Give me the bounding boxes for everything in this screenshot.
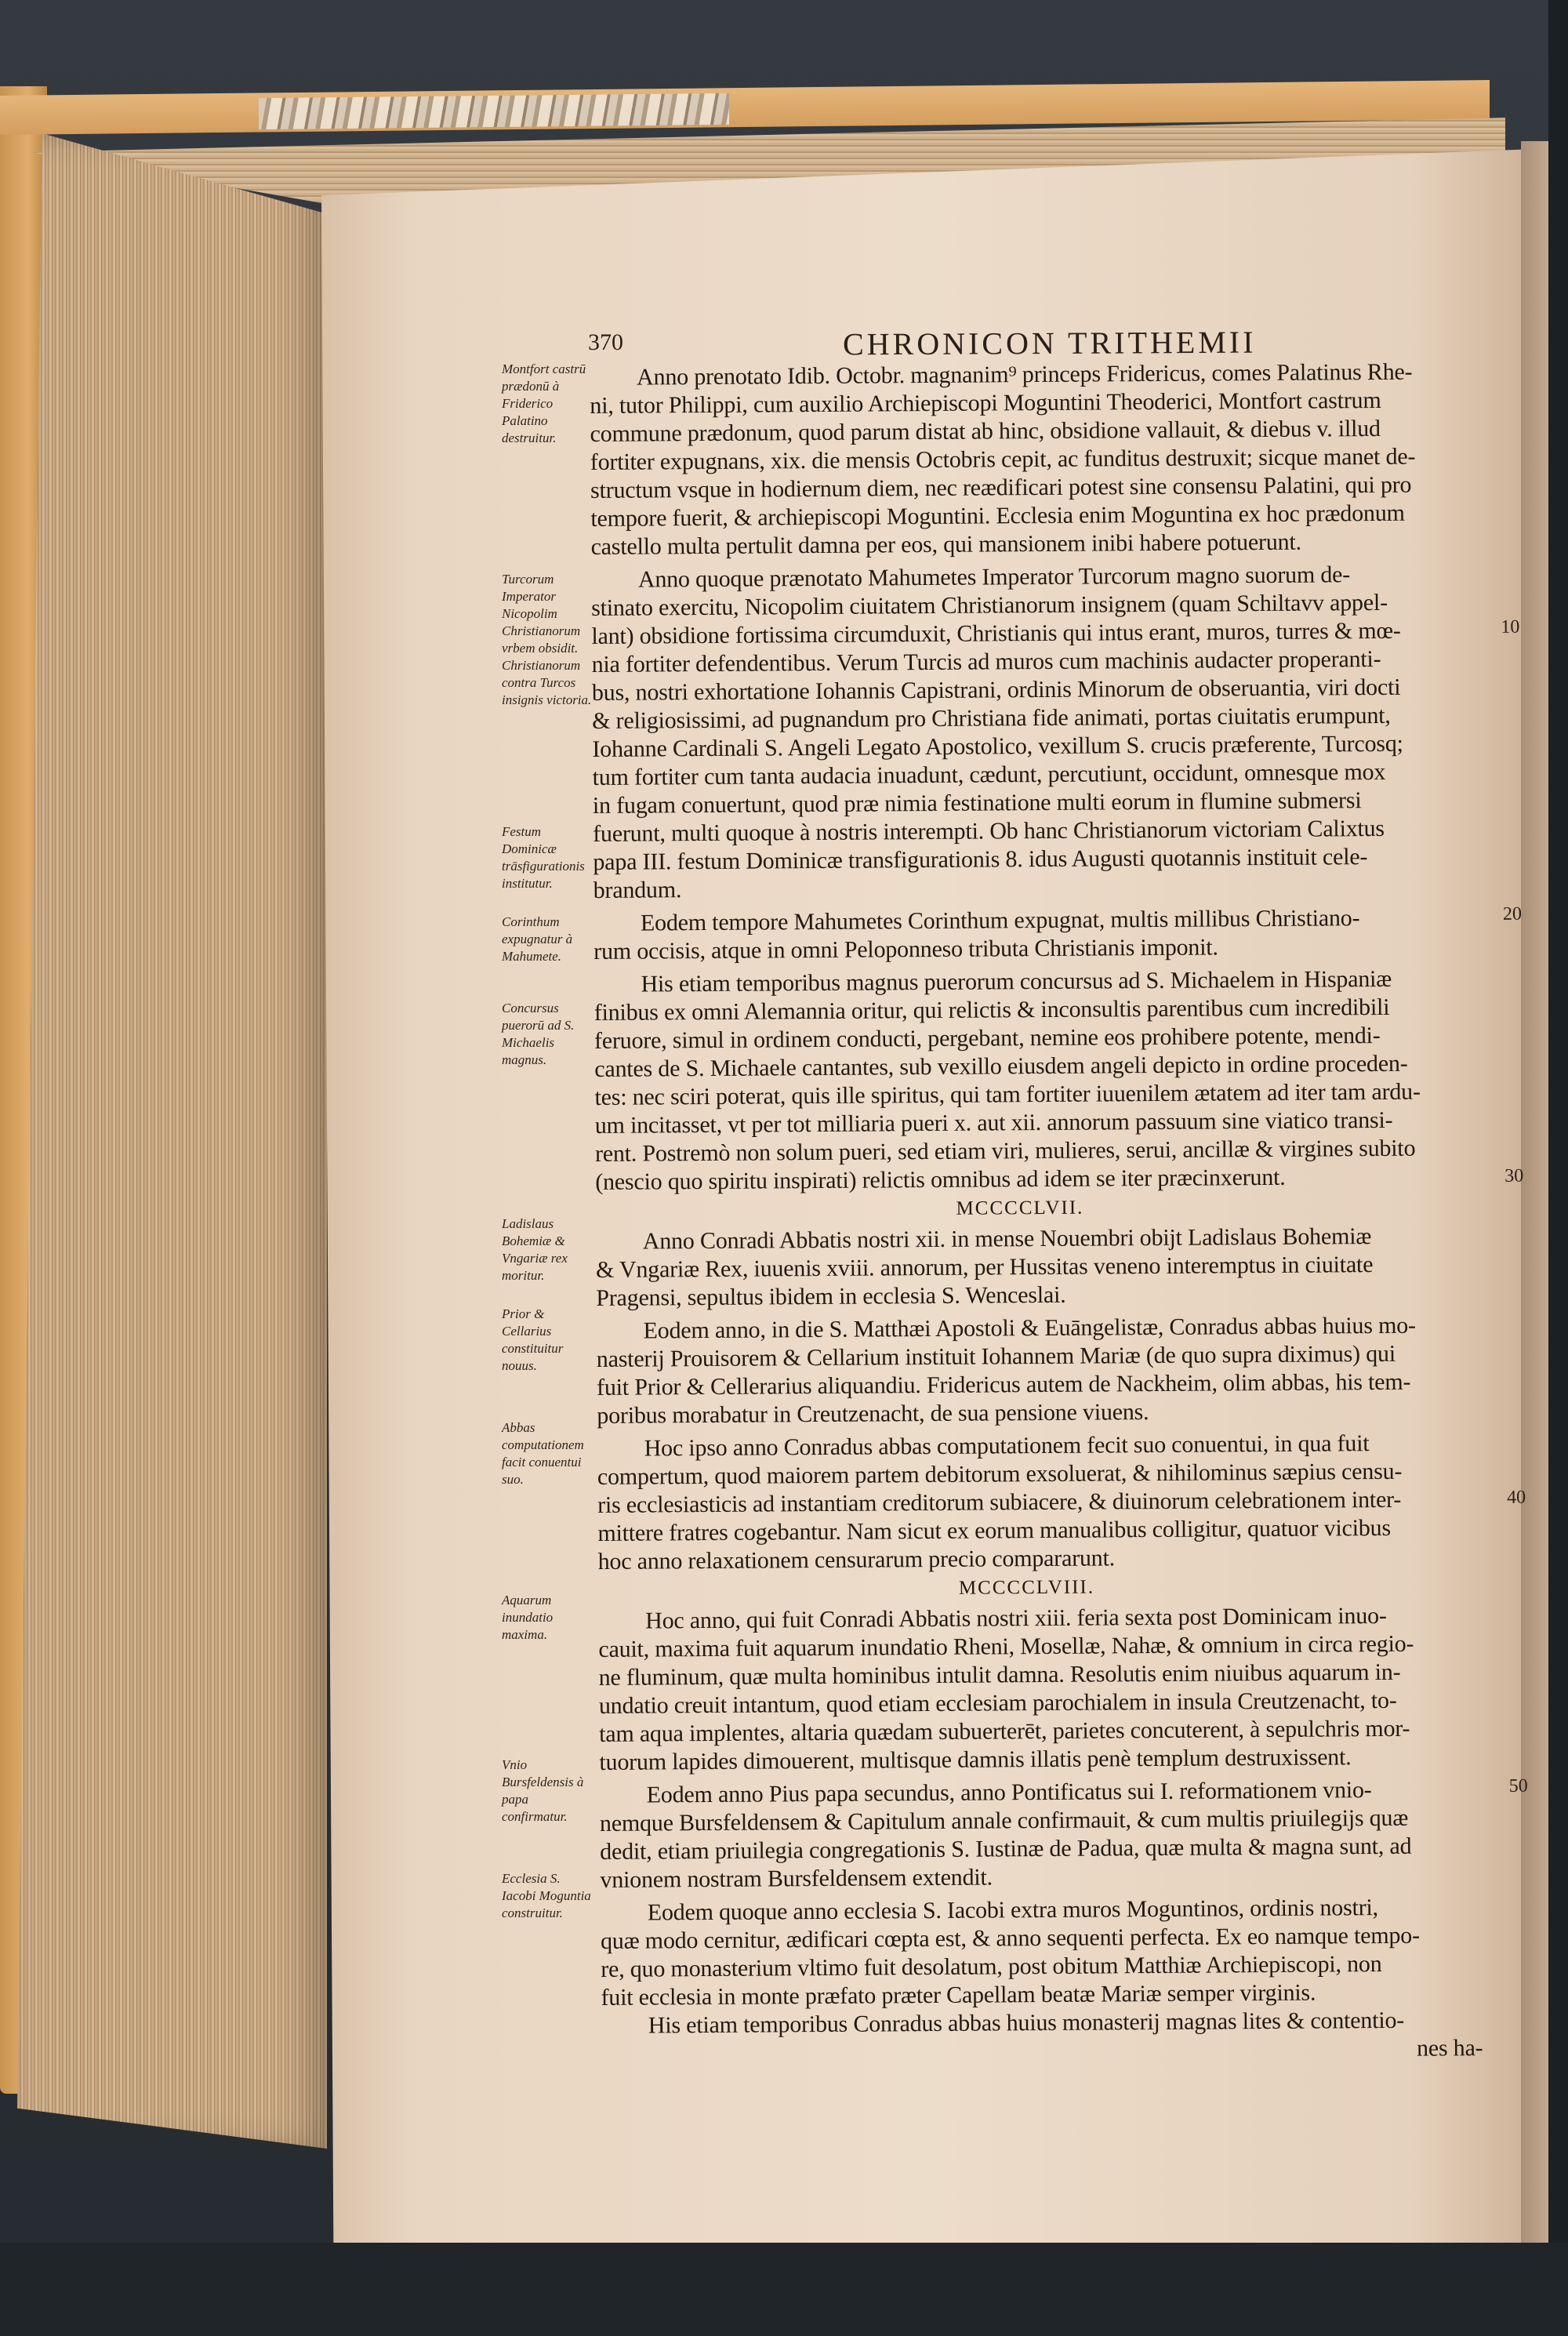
text-line: fuit ecclesia in monte præfato præter Capellam beatæ Mariæ semper virginis. bbox=[601, 1979, 1316, 2011]
year-heading: MCCCCLVIII. bbox=[958, 1576, 1095, 1599]
text-line: cauit, maxima fuit aquarum inundatio Rheni, Mosellæ, Nahæ, & omnium in circa regio- bbox=[598, 1630, 1414, 1662]
text-line: tum fortiter cum tanta audacia inuadunt, cædunt, percutiunt, occidunt, omnesque mox bbox=[592, 758, 1386, 790]
page-block-fore-edge bbox=[17, 133, 327, 2149]
text-line: rent. Postremò non solum pueri, sed etiam viri, mulieres, serui, ancillæ & virgines subito bbox=[594, 1135, 1416, 1167]
text-line: Eodem quoque anno ecclesia S. Iacobi extra muros Moguntinos, ordinis nostri, bbox=[647, 1895, 1379, 1926]
line-number: 40 bbox=[1507, 1487, 1526, 1508]
text-line: Eodem anno, in die S. Matthæi Apostoli & Euāngelistæ, Conradus abbas huius mo- bbox=[643, 1312, 1416, 1344]
text-line: nemque Bursfeldensem & Capitulum annale confirmauit, & cum multis priuilegijs quæ bbox=[599, 1804, 1409, 1836]
text-line: feruore, simul in ordinem conducti, pergebant, nemine eos prohibere potente, mendi- bbox=[593, 1022, 1381, 1054]
line-number: 20 bbox=[1502, 903, 1523, 925]
text-line: structum vsque in hodiernum diem, nec reædificari potest sine consensu Palatini, qui pro bbox=[590, 471, 1412, 503]
text-line: stinato exercitu, Nicopolim ciuitatem Christianorum insignem (quam Schiltavv appel- bbox=[591, 589, 1388, 621]
text-line: finibus ex omni Alemannia oritur, qui relictis & inconsultis parentibus cum incredibili bbox=[593, 994, 1390, 1026]
text-line: His etiam temporibus magnus puerorum concursus ad S. Michaelem in Hispaniæ bbox=[641, 965, 1392, 997]
margin-note: Abbas computationem facit conuentui suo. bbox=[502, 1420, 584, 1487]
text-line: tes: nec sciri poterat, quis ille spiritus, qui tam fortiter iuuenilem ætatem ad iter tam ardu- bbox=[594, 1078, 1421, 1110]
text-line: fortiter expugnans, xix. die mensis Octobris cepit, ac funditus destruxit; sicque manet de- bbox=[590, 443, 1416, 475]
text-line: cantes de S. Michaele cantantes, sub vexillo eiusdem angeli depicto in ordine proceden- bbox=[594, 1050, 1408, 1082]
text-line: commune prædonum, quod parum distat ab hinc, obsidione vallauit, & diebus v. illud bbox=[590, 415, 1381, 447]
text-line: hoc anno relaxationem censurarum precio compararunt. bbox=[597, 1545, 1116, 1575]
text-line: tuorum lapides dimouerent, multisque damnis illatis penè templum destruxissent. bbox=[599, 1744, 1352, 1775]
text-line: quæ modo cernitur, ædificari cœpta est, & anno sequenti perfecta. Ex eo namque tempo- bbox=[600, 1922, 1420, 1954]
text-line: nes ha- bbox=[1416, 2035, 1483, 2062]
text-line: brandum. bbox=[593, 877, 682, 903]
text-line: poribus morabatur in Creutzenacht, de sua pensione viuens. bbox=[597, 1399, 1149, 1429]
text-line: um incitasset, vt per tot milliaria pueri x. aut xii. annorum passuum sine viatico transi- bbox=[594, 1106, 1393, 1139]
text-line: nasterij Prouisorem & Cellarium instituit Iohannem Mariæ (de quo supra diximus) qui bbox=[596, 1340, 1396, 1372]
text-line: fuit Prior & Cellerarius aliquandiu. Fridericus autem de Nackheim, olim abbas, his tem- bbox=[596, 1368, 1411, 1401]
margin-note: Ladislaus Bohemiæ & Vngariæ rex moritur. bbox=[502, 1216, 568, 1283]
text-line: ni, tutor Philippi, cum auxilio Archiepiscopi Moguntini Theoderici, Montfort castrum bbox=[590, 387, 1381, 419]
running-head: CHRONICON TRITHEMII bbox=[842, 324, 1257, 362]
text-line: rum occisis, atque in omni Peloponneso tributa Christianis imponit. bbox=[593, 934, 1218, 965]
text-line: (nescio quo spiritu inspirati) relictis omnibus ad idem se iter præcinxerunt. bbox=[595, 1164, 1286, 1195]
text-line: papa III. festum Dominicæ transfigurationis 8. idus Augusti quotannis instituit cele- bbox=[593, 844, 1368, 875]
text-line: His etiam temporibus Conradus abbas huius monasterij magnas lites & contentio- bbox=[648, 2007, 1405, 2039]
text-line: vnionem nostram Bursfeldensem extendit. bbox=[600, 1864, 993, 1893]
margin-note: Turcorum Imperator Nicopolim Christianorum vrbem obsidit. Christianorum contra Turcos insignis victoria. bbox=[502, 572, 592, 707]
text-line: Anno quoque prænotato Mahumetes Imperator Turcorum magno suorum de- bbox=[637, 561, 1351, 593]
text-line: dedit, etiam priuilegia congregationis S. Iustinæ de Padua, quæ multa & magna sunt, ad bbox=[600, 1833, 1412, 1865]
text-line: bus, nostri exhortatione Iohannis Capistrani, ordinis Minorum de obseruantia, viri docti bbox=[591, 674, 1401, 706]
text-line: Anno Conradi Abbatis nostri xii. in mense Nouembri obijt Ladislaus Bohemiæ bbox=[642, 1223, 1372, 1255]
margin-note: Corinthum expugnatur à Mahumete. bbox=[502, 914, 573, 964]
text-line: Hoc ipso anno Conradus abbas computationem fecit suo conuentui, in qua fuit bbox=[644, 1430, 1370, 1462]
text-line: Anno prenotato Idib. Octobr. magnanim⁹ princeps Fridericus, comes Palatinus Rhe- bbox=[636, 358, 1413, 391]
right-dark-strip bbox=[1548, 0, 1568, 2336]
text-line: lant) obsidione fortissima circumduxit, Christianis qui intus erant, muros, turres & mœ- bbox=[591, 617, 1401, 649]
marbled-endpaper bbox=[259, 93, 729, 129]
text-line: Hoc anno, qui fuit Conradi Abbatis nostri xiii. feria sexta post Dominicam inuo- bbox=[645, 1602, 1387, 1634]
text-line: Pragensi, sepultus ibidem in ecclesia S. Wenceslai. bbox=[596, 1281, 1066, 1311]
text-line: fuerunt, multi quoque à nostris interempti. Ob hanc Christianorum victoriam Calixtus bbox=[593, 815, 1385, 847]
text-line: ne fluminum, quæ multa hominibus intulit damna. Resolutis enim niuibus aquarum in- bbox=[598, 1658, 1401, 1691]
text-line: Iohanne Cardinali S. Angeli Legato Apostolico, vexillum S. crucis præferente, Turcosq; bbox=[592, 730, 1403, 762]
text-line: re, quo monasterium vltimo fuit desolatum, post obitum Matthiæ Archiepiscopi, non bbox=[601, 1950, 1382, 1982]
line-number: 50 bbox=[1508, 1775, 1528, 1797]
text-line: nia fortiter defendentibus. Verum Turcis ad muros cum machinis audacter properanti- bbox=[591, 645, 1381, 678]
margin-note: Festum Dominicæ trāsfigurationis institutur. bbox=[502, 824, 585, 891]
text-line: tempore fuerit, & archiepiscopi Moguntini. Ecclesia enim Moguntina ex hoc prædonum bbox=[590, 500, 1405, 532]
text-line: & Vngariæ Rex, iuuenis xviii. annorum, per Hussitas veneno interemptus in ciuitate bbox=[595, 1252, 1374, 1283]
text-line: compertum, quod maiorem partem debitorum exsoluerat, & nihilominus sæpius censu- bbox=[597, 1458, 1403, 1490]
text-line: ris ecclesiasticis ad instantiam creditorum subiacere, & diuinorum celebrationem inter- bbox=[597, 1486, 1402, 1518]
bottom-shadow bbox=[0, 2243, 1568, 2336]
text-line: undatio creuit intantum, quod etiam ecclesiam parochialem in insula Creutzenacht, to- bbox=[598, 1687, 1397, 1719]
year-heading: MCCCCLVII. bbox=[956, 1197, 1084, 1219]
margin-note: Vnio Bursfeldensis à papa confirmatur. bbox=[502, 1757, 584, 1824]
margin-note: Ecclesia S. Iacobi Moguntia construitur. bbox=[502, 1871, 591, 1920]
text-line: tam aqua implentes, altaria quædam subuerterēt, parietes concuterent, à sepulchris mor- bbox=[599, 1715, 1410, 1747]
text-line: mittere fratres cogebantur. Nam sicut ex eorum manualibus colligitur, quatuor vicibus bbox=[597, 1514, 1392, 1546]
text-line: Eodem tempore Mahumetes Corinthum expugnat, multis millibus Christiano- bbox=[640, 905, 1360, 936]
text-line: castello multa pertulit damna per eos, qui mansionem inibi habere potuerunt. bbox=[590, 529, 1301, 560]
line-number: 30 bbox=[1504, 1165, 1524, 1186]
line-number: 10 bbox=[1501, 616, 1520, 638]
text-line: Eodem anno Pius papa secundus, anno Pontificatus sui I. reformationem vnio- bbox=[646, 1777, 1372, 1808]
page-number: 370 bbox=[588, 329, 623, 355]
margin-note: Montfort castrū prædonū à Friderico Palatino destruitur. bbox=[502, 361, 586, 445]
margin-note: Prior & Cellarius constituitur nouus. bbox=[502, 1306, 564, 1373]
text-line: in fugam conuertunt, quod præ nimia festinatione multi eorum in flumine submersi bbox=[592, 787, 1362, 819]
text-line: & religiosissimi, ad pugnandum pro Christiana fide animati, portas ciuitatis erumpunt, bbox=[592, 702, 1391, 734]
margin-note: Concursus puerorū ad S. Michaelis magnus. bbox=[502, 1001, 575, 1067]
margin-note: Aquarum inundatio maxima. bbox=[502, 1593, 554, 1642]
